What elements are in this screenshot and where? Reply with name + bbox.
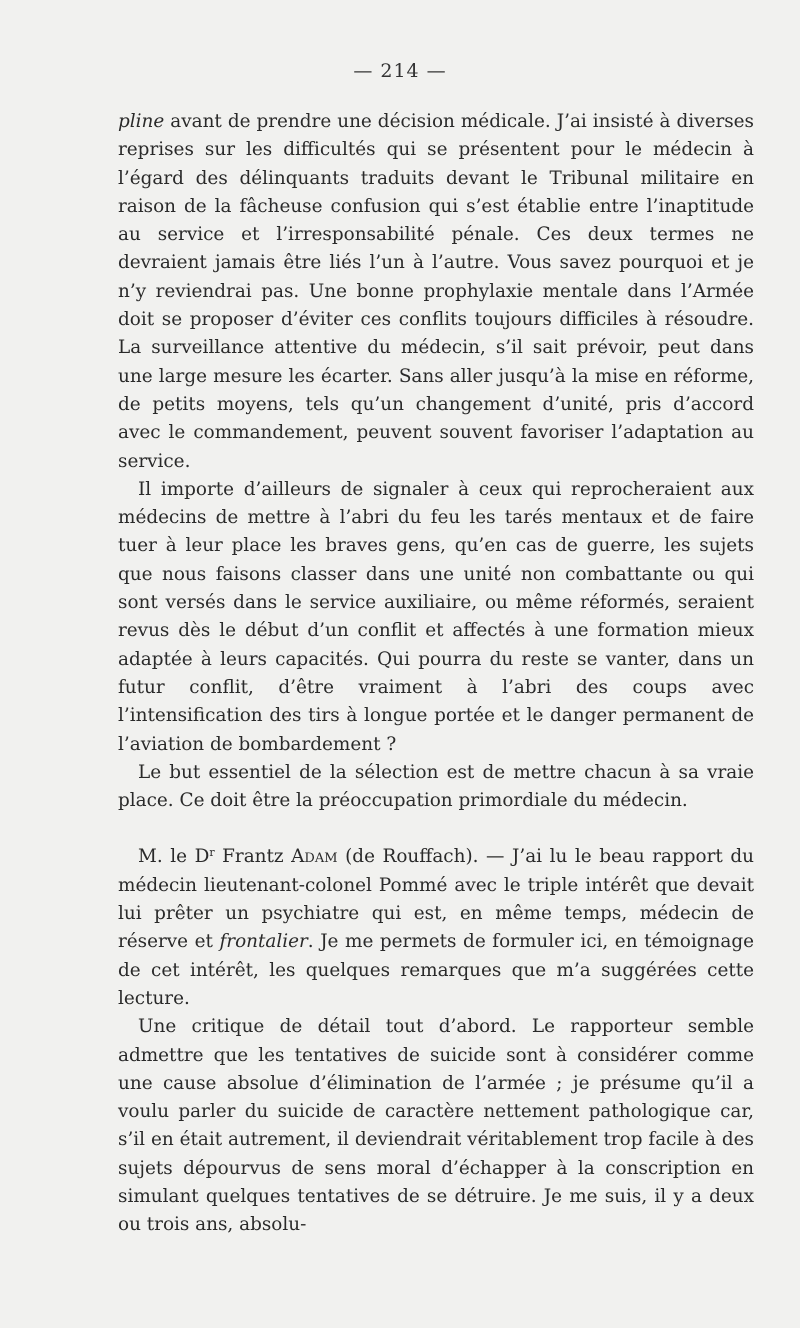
speaker-prefix: M. le D bbox=[138, 846, 210, 868]
paragraph-1-italic-lead: pline bbox=[118, 111, 165, 132]
paragraph-2 bbox=[118, 476, 754, 759]
paragraph-3-text: Le but essentiel de la sélection est de mettre chacun à sa vraie place. Ce doit être la préoccupation primordiale du médecin. bbox=[118, 761, 754, 812]
paragraph-4-text: (de Rouffach). — J’ai lu le beau rapport du médecin lieutenant-colonel Pommé avec le triple intérêt que devait lui prêter un psychiatre qui est, en même temps, médecin de réserve et bbox=[118, 846, 754, 953]
paragraph-1-text: avant de prendre une décision médicale. J’ai insisté à diverses reprises sur les difficultés qui se présentent pour le médecin à l’égard des délinquants traduits devant le Tribunal militaire en raison de la fâcheuse confusion qui s’est établie entre l’inaptitude au service et l’irresponsabilité pénale. Ces deux termes ne devraient jamais être liés l’un à l’autre. Vous savez pourquoi et je n’y reviendrai pas. Une bonne prophylaxie mentale dans l’Armée doit se proposer d’éviter ces conflits toujours difficiles à résoudre. La surveillance attentive du médecin, s’il sait prévoir, peut dans une large mesure les écarter. Sans aller jusqu’à la mise en réforme, de petits moyens, tels qu’un changement d’unité, pris d’accord avec le commandement, peuvent souvent favoriser l’adaptation au service. bbox=[118, 111, 754, 472]
paragraph-4-text-end: . Je me permets de formuler ici, en témoignage de cet intérêt, les quelques remarques que m’a suggérées cette lecture. bbox=[118, 931, 755, 1009]
speaker-first-name: Frantz bbox=[214, 846, 292, 868]
page-number: — 214 — bbox=[353, 60, 447, 82]
body-text bbox=[118, 108, 754, 1240]
paragraph-5-text: Une critique de détail tout d’abord. Le rapporteur semble admettre que les tentatives de suicide sont à considérer comme une cause absolue d’élimination de l’armée ; je présume qu’il a voulu parler du suicide de caractère nettement pathologique car, s’il en était autrement, il deviendrait véritablement trop facile à des sujets dépourvus de sens moral d’échapper à la conscription en simulant quelques tentatives de se détruire. Je me suis, il y a deux ou trois ans, absolu- bbox=[118, 1016, 754, 1236]
paragraph-1 bbox=[118, 108, 754, 476]
speaker-last-name: Adam bbox=[291, 846, 338, 868]
paragraph-2-text: Il importe d’ailleurs de signaler à ceux qui reprocheraient aux médecins de mettre à l’abri du feu les tarés mentaux et de faire tuer à leur place les braves gens, qu’en cas de guerre, les sujets que nous faisons classer dans une unité non combattante ou qui sont versés dans le service auxiliaire, ou même réformés, seraient revus dès le début d’un conflit et affectés à une formation mieux adaptée à leurs capacités. Qui pourra du reste se vanter, dans un futur conflit, d’être vraiment à l’abri des coups avec l’intensification des tirs à longue portée et le danger permanent de l’aviation de bombardement ? bbox=[118, 478, 754, 755]
paragraph-4 bbox=[118, 843, 754, 1013]
paragraph-4-italic-word: frontalier bbox=[219, 931, 308, 953]
speaker-title-sup: r bbox=[209, 846, 215, 860]
paragraph-3 bbox=[118, 759, 754, 816]
paragraph-5 bbox=[118, 1013, 754, 1239]
